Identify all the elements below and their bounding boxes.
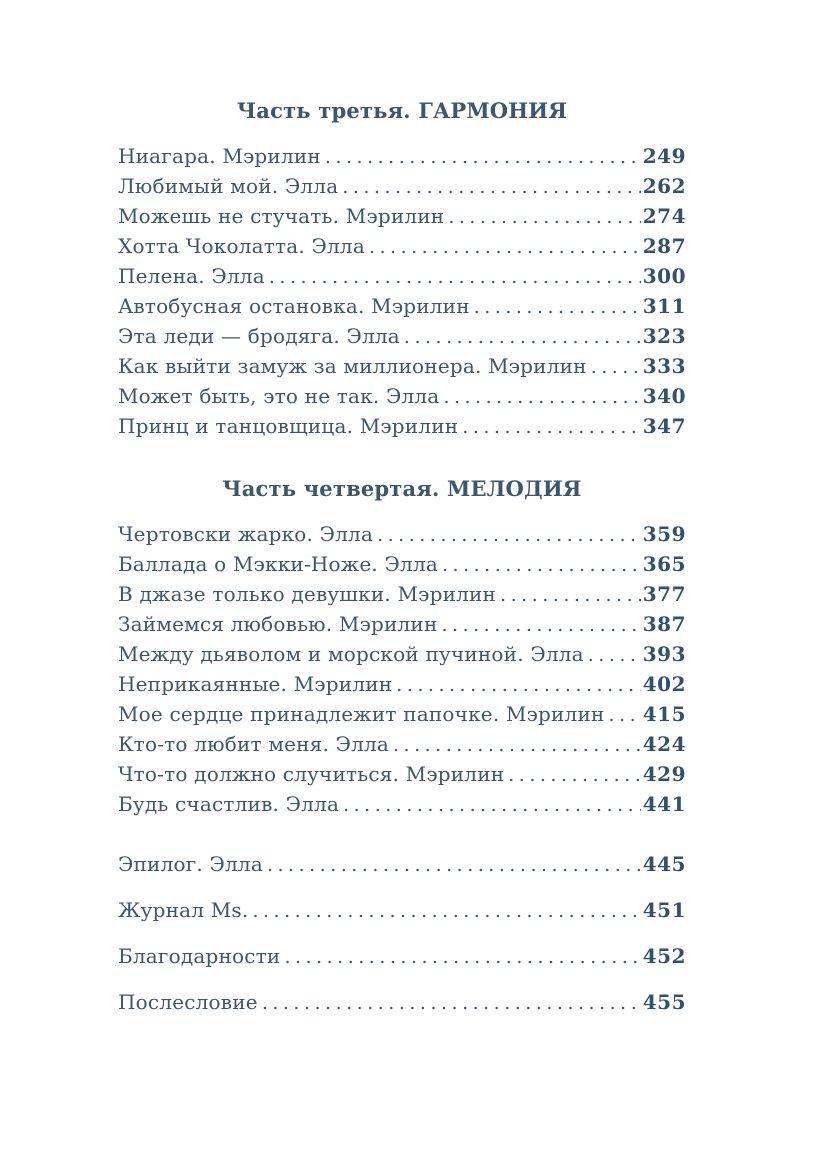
toc-entry-title: Как выйти замуж за миллионера. Мэрилин — [118, 354, 587, 378]
toc-entry-page-number: 429 — [642, 762, 686, 786]
dot-leader — [262, 988, 641, 1018]
toc-entry-title: Хотта Чоколатта. Элла — [118, 234, 365, 258]
section-heading-part-four: Часть четвертая. МЕЛОДИЯ — [222, 476, 582, 501]
toc-entry — [118, 942, 686, 972]
dot-leader — [442, 550, 641, 580]
toc-entry-page-number: 393 — [642, 642, 686, 666]
dot-leader — [448, 202, 640, 232]
toc-entry-page-number: 323 — [642, 324, 686, 348]
toc-section-part-three — [118, 96, 686, 442]
toc-entry-page-number: 402 — [642, 672, 686, 696]
dot-leader — [500, 580, 641, 610]
dot-leader — [404, 322, 641, 352]
toc-entry-page-number: 311 — [642, 294, 686, 318]
toc-entry-title: Чертовски жарко. Элла — [118, 522, 374, 546]
toc-entry-page-number: 445 — [642, 852, 686, 876]
toc-entry-title: Мое сердце принадлежит папочке. Мэрилин — [118, 702, 605, 726]
toc-entry — [118, 412, 686, 442]
toc-entry-title: Ниагара. Мэрилин — [118, 144, 321, 168]
toc-entry-title: Будь счастлив. Элла — [118, 792, 340, 816]
dot-leader — [609, 700, 641, 730]
toc-entry — [118, 520, 686, 550]
toc-entry-page-number: 300 — [642, 264, 686, 288]
back-matter-entries — [118, 850, 686, 1018]
toc-entry — [118, 610, 686, 640]
toc-entry-page-number: 340 — [642, 384, 686, 408]
dot-leader — [267, 850, 641, 880]
toc-entry-title: Автобусная остановка. Мэрилин — [118, 294, 470, 318]
toc-entry — [118, 352, 686, 382]
toc-entry-page-number: 387 — [642, 612, 686, 636]
toc-entry — [118, 896, 686, 926]
dot-leader — [442, 610, 641, 640]
dot-leader — [396, 670, 640, 700]
toc-entry-page-number: 359 — [642, 522, 686, 546]
toc-entry-page-number: 262 — [642, 174, 686, 198]
toc-entry-page-number: 451 — [642, 898, 686, 922]
toc-entry — [118, 202, 686, 232]
toc-entry-page-number: 441 — [642, 792, 686, 816]
toc-entry — [118, 670, 686, 700]
toc-entry — [118, 232, 686, 262]
toc-entry-title: Может быть, это не так. Элла — [118, 384, 440, 408]
dot-leader — [443, 382, 640, 412]
dot-leader — [462, 412, 640, 442]
toc-entries-part-four — [118, 520, 686, 820]
dot-leader — [343, 790, 641, 820]
toc-entry-page-number: 365 — [642, 552, 686, 576]
toc-entry-page-number: 452 — [642, 944, 686, 968]
dot-leader — [269, 262, 641, 292]
toc-entry-title: Неприкаянные. Мэрилин — [118, 672, 393, 696]
toc-entry-title: Займемся любовью. Мэрилин — [118, 612, 438, 636]
toc-entry — [118, 790, 686, 820]
toc-entry-title: Принц и танцовщица. Мэрилин — [118, 414, 459, 438]
toc-entry-page-number: 377 — [642, 582, 686, 606]
dot-leader — [342, 172, 640, 202]
toc-entry-page-number: 424 — [642, 732, 686, 756]
toc-entry — [118, 322, 686, 352]
toc-entry-title: Любимый мой. Элла — [118, 174, 339, 198]
toc-entry-page-number: 274 — [642, 204, 686, 228]
toc-entry-page-number: 287 — [642, 234, 686, 258]
toc-entry-title: В джазе только девушки. Мэрилин — [118, 582, 497, 606]
dot-leader — [369, 232, 641, 262]
dot-leader — [588, 640, 641, 670]
dot-leader — [508, 760, 640, 790]
toc-entry — [118, 700, 686, 730]
toc-entry — [118, 172, 686, 202]
toc-entry — [118, 760, 686, 790]
toc-entry-title: Пелена. Элла — [118, 264, 265, 288]
toc-entry — [118, 640, 686, 670]
dot-leader — [252, 896, 640, 926]
toc-entry-title: Можешь не стучать. Мэрилин — [118, 204, 445, 228]
toc-entry-title: Баллада о Мэкки-Ноже. Элла — [118, 552, 438, 576]
toc-entry-title: Послесловие — [118, 990, 258, 1014]
toc-entry-title: Эта леди — бродяга. Элла — [118, 324, 400, 348]
toc-entry-title: Между дьяволом и морской пучиной. Элла — [118, 642, 584, 666]
toc-entry — [118, 850, 686, 880]
toc-entry-title: Кто-то любит меня. Элла — [118, 732, 390, 756]
toc-entry-page-number: 249 — [642, 144, 686, 168]
toc-entry-title: Журнал Ms. — [118, 898, 249, 922]
dot-leader — [325, 142, 641, 172]
toc-entry — [118, 988, 686, 1018]
toc-entry-page-number: 333 — [642, 354, 686, 378]
dot-leader — [284, 942, 640, 972]
toc-entry — [118, 262, 686, 292]
dot-leader — [393, 730, 641, 760]
toc-entry — [118, 580, 686, 610]
toc-entry-title: Эпилог. Элла — [118, 852, 263, 876]
toc-section-part-four — [118, 474, 686, 820]
dot-leader — [591, 352, 641, 382]
toc-entry-page-number: 455 — [642, 990, 686, 1014]
section-heading-part-three: Часть третья. ГАРМОНИЯ — [236, 98, 568, 123]
toc-entry — [118, 142, 686, 172]
toc-entry-page-number: 415 — [642, 702, 686, 726]
toc-entry-page-number: 347 — [642, 414, 686, 438]
toc-entry — [118, 550, 686, 580]
toc-entry — [118, 382, 686, 412]
dot-leader — [377, 520, 641, 550]
toc-entry — [118, 730, 686, 760]
dot-leader — [474, 292, 641, 322]
toc-entry-title: Что-то должно случиться. Мэрилин — [118, 762, 505, 786]
toc-entry-title: Благодарности — [118, 944, 281, 968]
toc-entries-part-three — [118, 142, 686, 442]
toc-entry — [118, 292, 686, 322]
